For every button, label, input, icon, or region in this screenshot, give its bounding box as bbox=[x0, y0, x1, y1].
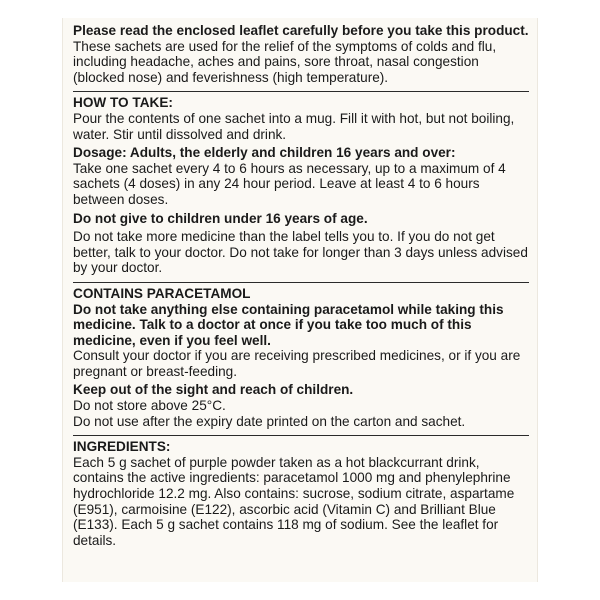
how-to-take-heading: HOW TO TAKE: bbox=[73, 95, 173, 111]
dosage-text: Take one sachet every 4 to 6 hours as necessary, up to a maximum of 4 sachets (4 doses) in any 24 hour period. Leave at least 4 to 6 hours between doses. bbox=[73, 160, 506, 207]
paracetamol-heading: CONTAINS PARACETAMOL bbox=[73, 285, 251, 301]
children-warning: Do not give to children under 16 years of age. bbox=[73, 210, 368, 226]
paracetamol-warning: Do not take anything else containing paracetamol while taking this medicine. Talk to a doctor at once if you take too much of this medicine, even if you feel well. bbox=[73, 301, 504, 348]
how-to-take-section bbox=[73, 95, 529, 280]
divider bbox=[73, 282, 529, 283]
limit-text: Do not take more medicine than the label tells you to. If you do not get better, talk to your doctor. Do not take for longer than 3 days unless advised by your doctor. bbox=[73, 229, 528, 276]
dosage-heading: Dosage: Adults, the elderly and children 16 years and over: bbox=[73, 145, 456, 161]
consult-text: Consult your doctor if you are receiving prescribed medicines, or if you are pregnant or breast-feeding. bbox=[73, 348, 521, 379]
divider bbox=[73, 91, 529, 92]
intro-section bbox=[73, 23, 529, 89]
expiry-text: Do not use after the expiry date printed on the carton and sachet. bbox=[73, 413, 466, 429]
intro-text: These sachets are used for the relief of the symptoms of colds and flu, including headache, aches and pains, sore throat, nasal congestion (blocked nose) and feverishness (high temperature). bbox=[73, 38, 497, 85]
ingredients-heading: INGREDIENTS: bbox=[73, 439, 171, 455]
divider bbox=[73, 435, 529, 436]
paracetamol-section bbox=[73, 286, 529, 433]
ingredients-text: Each 5 g sachet of purple powder taken as a hot blackcurrant drink, contains the active ingredients: paracetamol 1000 mg and phenylephrine hydrochloride 12.2 mg. Also contains: sucrose, sodium citrate, aspartame (E951), carmoisine (E122), ascorbic acid (Vitamin C) and Brilliant Blue (E133). Each 5 g sachet contains 118 mg of sodium. See the leaflet for details. bbox=[73, 454, 515, 548]
how-to-take-text: Pour the contents of one sachet into a mug. Fill it with hot, but not boiling, water. Stir until dissolved and drink. bbox=[73, 110, 515, 142]
intro-heading: Please read the enclosed leaflet carefully before you take this product. bbox=[73, 23, 529, 38]
leaflet-panel bbox=[62, 18, 538, 582]
storage-text: Do not store above 25°C. bbox=[73, 398, 226, 414]
keep-out-warning: Keep out of the sight and reach of children. bbox=[73, 382, 354, 398]
ingredients-section bbox=[73, 439, 529, 552]
